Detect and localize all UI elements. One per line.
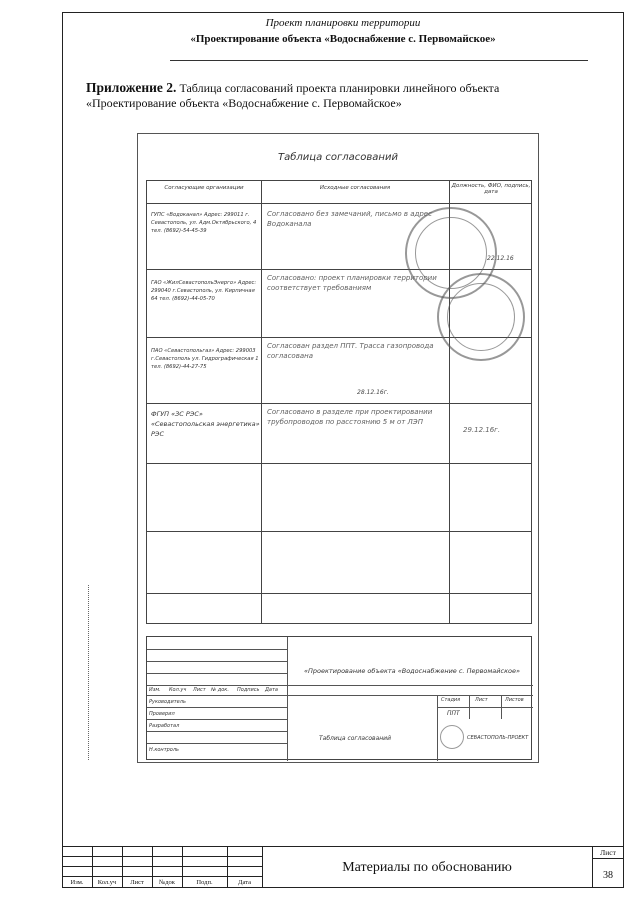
stamp-row-label: Лист: [193, 687, 206, 693]
scan-stamp-block: [146, 636, 532, 760]
approval-note: Согласовано в разделе при проектировании трубопроводов по расстоянию 5 м от ЛЭП: [267, 408, 433, 426]
stamp-divider: [437, 695, 438, 761]
stamp-project-title: «Проектирование объекта «Водоснабжение с. Первомайское»: [304, 667, 520, 675]
stamp-row-label: Изм.: [149, 687, 161, 693]
org-cell: ГАО «ЖилСевастопольЭнерго» Адрес: 299040 г.Севастополь, ул. Кирпичная 64 тел. (8692)-44-05-70: [151, 280, 257, 302]
title-block-rule: [262, 846, 624, 847]
stamp-divider: [147, 661, 287, 662]
stamp-divider: [147, 673, 287, 674]
margin-line: [88, 585, 89, 760]
stamp-org: СЕВАСТОПОЛЬ-ПРОЕКТ: [467, 735, 529, 741]
stamp-divider: [147, 743, 287, 744]
table-column-divider: [261, 181, 262, 623]
stamp-row-label: Кол.уч: [169, 687, 187, 693]
table-row-divider: [147, 531, 531, 532]
title-block-label: Дата: [238, 879, 251, 886]
stamp-divider: [147, 649, 287, 650]
stamp-divider: [147, 707, 287, 708]
round-stamp-icon: [437, 273, 525, 361]
stamp-divider: [147, 719, 287, 720]
scan-title: Таблица согласований: [278, 152, 398, 163]
appendix-label: Приложение 2.: [86, 80, 177, 95]
stamp-divider: [147, 695, 533, 696]
stamp-stage-value: ППТ: [447, 710, 460, 717]
stamp-role: Н.контроль: [149, 747, 179, 753]
title-block-label: Лист: [130, 879, 144, 886]
stamp-row-label: № док.: [211, 687, 229, 693]
stamp-row-label: Дата: [265, 687, 278, 693]
stamp-divider: [501, 695, 502, 719]
stamp-stage-label: Стадия: [441, 697, 461, 703]
appendix-text-line2: «Проектирование объекта «Водоснабжение с. Первомайское»: [86, 96, 402, 110]
document-title: Материалы по обоснованию: [342, 860, 512, 875]
org-cell: ГУПС «Водоканал» Адрес: 299011 г. Севастополь, ул. Адм.Октябрьского, 4 тел. (8692)-54-45-39: [151, 212, 257, 234]
appendix-caption: [86, 80, 586, 111]
header-divider: [170, 60, 588, 61]
stamp-divider: [437, 707, 533, 708]
approval-date: 28.12.16г.: [357, 389, 389, 396]
stamp-role: Руководитель: [149, 699, 186, 705]
stamp-divider: [147, 685, 533, 686]
stamp-role: Проверил: [149, 711, 175, 717]
org-cell: ПАО «Севастопольгаз» Адрес: 299003 г.Севастополь ул. Гидрографическая 1 тел. (8692)-44-27-75: [151, 348, 259, 370]
table-row-divider: [147, 463, 531, 464]
project-name: «Проектирование объекта «Водоснабжение с. Первомайское»: [190, 33, 496, 45]
column-header-orgs: Согласующие организации: [164, 185, 244, 191]
stamp-divider: [147, 731, 287, 732]
approval-note: Согласовано без замечаний, письмо в адрес Водоканала: [267, 210, 432, 228]
title-block: [62, 846, 624, 888]
stamp-sheets-label: Листов: [505, 697, 524, 703]
sheet-label: Лист: [600, 848, 616, 857]
title-block-label: Подп.: [196, 879, 213, 886]
approval-note: Согласован раздел ППТ. Трасса газопровода согласована: [267, 342, 434, 360]
org-cell: ФГУП «ЗС РЭС» «Севастопольская энергетика» РЭС: [151, 410, 260, 438]
column-header-signature: Должность, ФИО, подпись, дата: [451, 183, 531, 195]
approval-date: 22.12.16: [487, 255, 514, 262]
approval-note: Согласовано: проект планировки территории соответствует требованиям: [267, 274, 437, 292]
appendix-text-line1: Таблица согласований проекта планировки линейного объекта: [179, 81, 500, 95]
stamp-role: Разработал: [149, 723, 180, 729]
approval-date: 29.12.16г.: [463, 426, 501, 434]
table-row-divider: [147, 593, 531, 594]
stamp-sheet-label: Лист: [475, 697, 488, 703]
table-header-divider: [147, 203, 531, 204]
title-block-label: №док: [159, 879, 175, 886]
column-header-approval: Исходные согласования: [319, 185, 391, 191]
title-block-label: Изм.: [70, 879, 84, 886]
stamp-divider: [287, 637, 288, 761]
title-block-label: Кол.уч: [97, 879, 117, 886]
project-type: Проект планировки территории: [265, 17, 421, 29]
scanned-approval-sheet: [137, 133, 539, 763]
stamp-row-label: Подпись: [237, 687, 260, 693]
approval-table: [146, 180, 532, 624]
title-block-rule: [592, 858, 624, 859]
stamp-sheet-title: Таблица согласований: [319, 735, 391, 742]
table-row-divider: [147, 403, 531, 404]
company-logo-icon: [440, 725, 464, 749]
stamp-divider: [469, 695, 470, 719]
sheet-number: 38: [603, 870, 613, 881]
